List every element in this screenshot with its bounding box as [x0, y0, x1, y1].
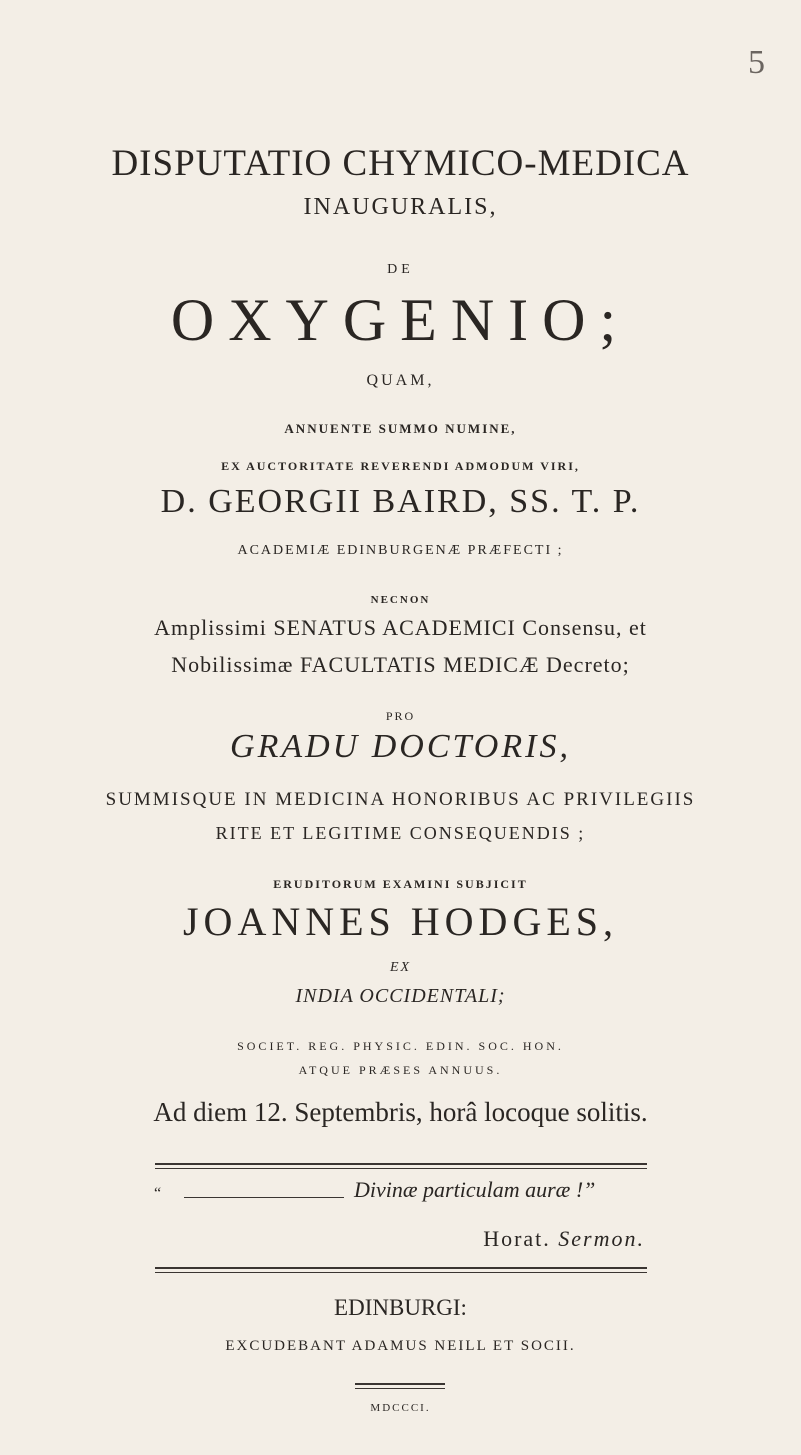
- imprint-year: MDCCCI.: [370, 1402, 431, 1414]
- eruditorum-line: ERUDITORUM EXAMINI SUBJICIT: [273, 877, 528, 891]
- title-de: DE: [387, 262, 414, 277]
- page-number: 5: [748, 44, 765, 81]
- author-origin: INDIA OCCIDENTALI;: [295, 985, 506, 1007]
- title-line-2: INAUGURALIS,: [303, 194, 498, 220]
- facultas-line: Nobilissimæ FACULTATIS MEDICÆ Decreto;: [171, 652, 630, 677]
- author-name: JOANNES HODGES,: [182, 899, 619, 944]
- senatus-line: Amplissimi SENATUS ACADEMICI Consensu, et: [154, 615, 647, 640]
- author-ex: EX: [389, 960, 412, 975]
- title-subject: OXYGENIO;: [170, 287, 631, 353]
- year-divider: [355, 1383, 445, 1385]
- epigraph-dash: [184, 1197, 344, 1198]
- rite-line: RITE ET LEGITIME CONSEQUENDIS ;: [215, 823, 586, 843]
- summisque-line: SUMMISQUE IN MEDICINA HONORIBUS AC PRIVILEGIIS: [105, 789, 696, 810]
- epigraph-attribution: [0, 1226, 645, 1252]
- imprint-printer: EXCUDEBANT ADAMUS NEILL ET SOCII.: [225, 1338, 576, 1354]
- pro-line: PRO: [385, 709, 416, 723]
- imprint-city: EDINBURGI:: [334, 1295, 467, 1320]
- gradu-doctoris: GRADU DOCTORIS,: [230, 728, 571, 765]
- epigraph: [154, 1177, 654, 1217]
- attribution-work: Sermon.: [558, 1226, 645, 1251]
- author-society: SOCIET. REG. PHYSIC. EDIN. SOC. HON.: [237, 1039, 564, 1053]
- bottom-divider: [155, 1267, 647, 1269]
- praefect-name: D. GEORGII BAIRD, SS. T. P.: [160, 483, 641, 520]
- praefect-role: ACADEMIÆ EDINBURGENÆ PRÆFECTI ;: [237, 543, 564, 558]
- top-divider: [155, 1163, 647, 1165]
- epigraph-text: Divinæ particulam auræ !”: [354, 1177, 596, 1202]
- author-praeses: ATQUE PRÆSES ANNUUS.: [298, 1063, 503, 1077]
- quam-line: QUAM,: [366, 372, 435, 389]
- ad-diem-line: Ad diem 12. Septembris, horâ locoque solitis.: [153, 1097, 648, 1127]
- ex-auctoritate-line: EX AUCTORITATE REVERENDI ADMODUM VIRI,: [221, 459, 580, 473]
- annuente-line: ANNUENTE SUMMO NUMINE,: [284, 421, 517, 436]
- necnon-line: NECNON: [370, 594, 431, 606]
- attribution-author: Horat.: [483, 1226, 551, 1251]
- title-line-1: DISPUTATIO CHYMICO-MEDICA: [111, 143, 690, 184]
- epigraph-open-quote: “: [154, 1185, 162, 1202]
